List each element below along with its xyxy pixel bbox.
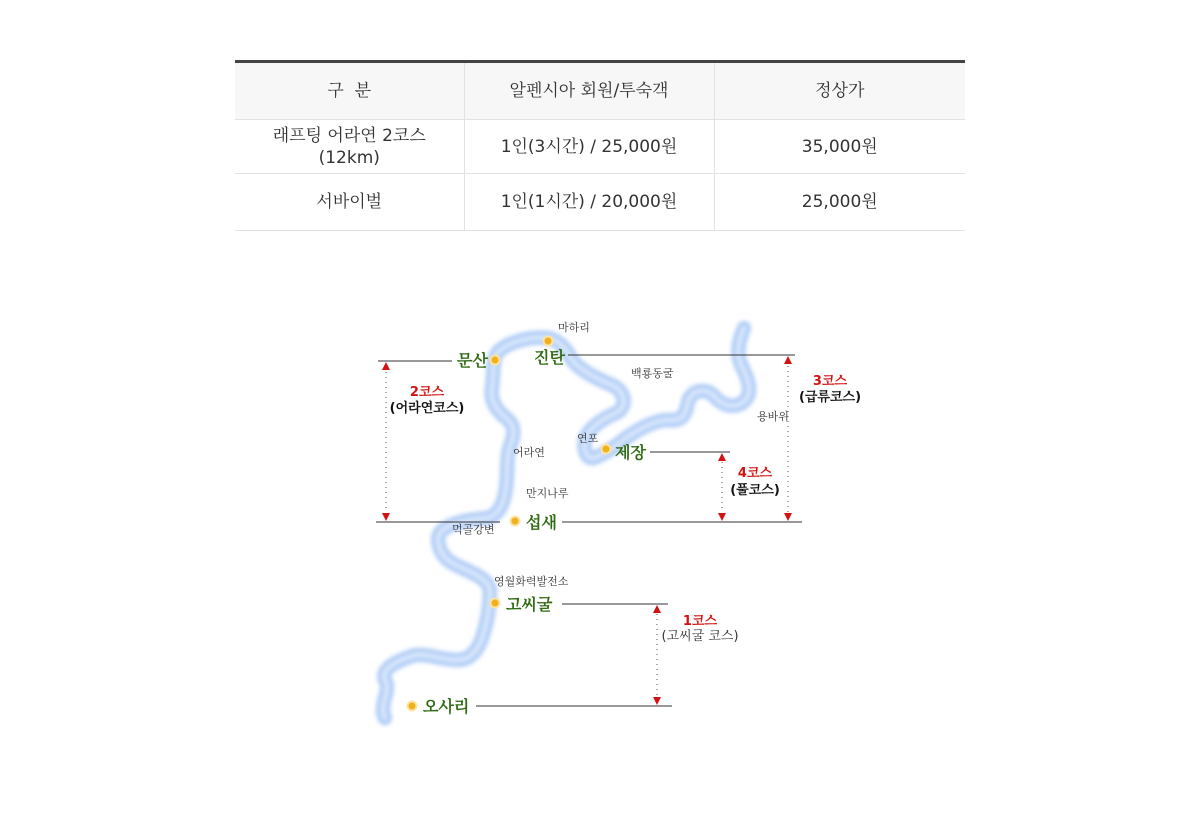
place-label-gossigul: 고씨굴 xyxy=(506,595,553,614)
marker-mahari-icon xyxy=(544,337,553,346)
arrow-up-icon xyxy=(382,362,390,370)
place-label-jintan: 진탄 xyxy=(534,348,565,367)
row-activity-name: 서바이벌 xyxy=(235,174,464,231)
row-activity-name: 래프팅 어라연 2코스 (12km) xyxy=(235,120,464,174)
course-1-name: 1코스 xyxy=(682,614,718,629)
place-label-meokgol-riverside: 먹골강변 xyxy=(452,523,495,536)
course-3-name: 3코스 xyxy=(812,374,848,389)
row-member-price: 1인(1시간) / 20,000원 xyxy=(464,174,714,231)
header-category: 구 분 xyxy=(235,62,464,120)
course-4-name: 4코스 xyxy=(737,466,773,481)
arrow-up-icon xyxy=(718,453,726,461)
course-2-desc: (어라연코스) xyxy=(389,401,465,416)
place-label-osari: 오사리 xyxy=(423,697,470,716)
header-member-price: 알펜시아 회원/투숙객 xyxy=(464,62,714,120)
row-member-price: 1인(3시간) / 25,000원 xyxy=(464,120,714,174)
place-label-seopsae: 섭새 xyxy=(526,513,557,532)
arrow-down-icon xyxy=(718,513,726,521)
place-label-jejang: 제장 xyxy=(615,443,646,462)
place-label-baengnyong-cave: 백룡동굴 xyxy=(631,367,674,380)
place-label-yongbawi: 용바위 xyxy=(757,410,789,423)
course-4-desc: (풀코스) xyxy=(730,483,780,498)
arrow-down-icon xyxy=(653,697,661,705)
course-2-name: 2코스 xyxy=(409,385,445,400)
course-3-desc: (급류코스) xyxy=(798,390,862,405)
arrow-down-icon xyxy=(382,513,390,521)
place-label-power-plant: 영월화력발전소 xyxy=(494,575,569,588)
marker-seopsae-icon xyxy=(511,517,520,526)
header-regular-price: 정상가 xyxy=(714,62,965,120)
place-label-eorayeon: 어라연 xyxy=(513,446,545,459)
arrow-down-icon xyxy=(784,513,792,521)
marker-munsan-icon xyxy=(491,356,500,365)
arrow-up-icon xyxy=(784,356,792,364)
place-label-munsan: 문산 xyxy=(457,351,488,370)
place-label-mahari: 마하리 xyxy=(558,321,590,334)
arrow-up-icon xyxy=(653,605,661,613)
course-1-desc: (고씨굴 코스) xyxy=(661,629,739,644)
row-regular-price: 25,000원 xyxy=(714,174,965,231)
place-label-yeonpo: 연포 xyxy=(577,432,599,445)
place-label-manjinaru: 만지나루 xyxy=(526,487,569,500)
marker-osari-icon xyxy=(408,702,417,711)
marker-gossigul-icon xyxy=(491,599,500,608)
row-regular-price: 35,000원 xyxy=(714,120,965,174)
marker-jejang-icon xyxy=(602,445,611,454)
